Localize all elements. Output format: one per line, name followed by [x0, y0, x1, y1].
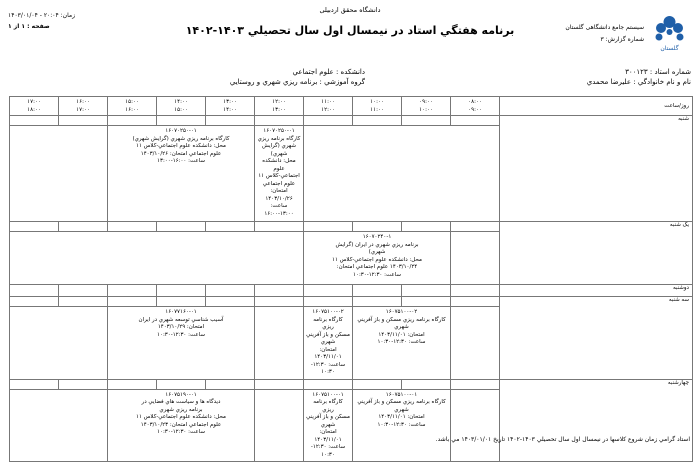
- time-slot-header: ۰۹:۰۰ ۱۰:۰۰: [402, 97, 451, 116]
- time-slot-header: ۱۱:۰۰ ۱۲:۰۰: [304, 97, 353, 116]
- report-number: شماره گزارش: ۳: [600, 36, 644, 43]
- professor-name-block: [587, 77, 691, 87]
- system-name: سیستم جامع دانشگاهی گلستان: [565, 24, 644, 31]
- time-slot-header: ۰۸:۰۰ ۰۹:۰۰: [451, 97, 500, 116]
- schedule-table: [9, 96, 693, 462]
- professor-name-label: نام و نام خانوادگي :: [633, 78, 691, 86]
- faculty-block: [292, 67, 365, 77]
- system-info: [565, 22, 644, 46]
- time-slot-header: ۱۵:۰۰ ۱۶:۰۰: [108, 97, 157, 116]
- faculty-label: دانشكده :: [335, 68, 365, 76]
- day-label: شنبه: [500, 116, 693, 222]
- class-block: ۱۶۰۷۰۲۵۰-۰۱ کارگاه برنامه ريزي شهري (گرايش شهري) محل: دانشکده علوم اجتماعي-كلاس ۱۱ علوم اجتماعي امتحان: ۱۴۰۳/۱۰/۲۶ ساعت: ۱۶:۰۰-۱۳:۰۰: [108, 126, 255, 222]
- class-block: ۱۶۰۷۰۲۵۰-۰۱ کارگاه برنامه ريزي شهري (گرايش شهري) محل: دانشکده علوم اجتماعي-كلاس ۱۱ علوم اجتماعي امتحان: ۱۴۰۳/۱۰/۲۶ ساعت: ۱۶:۰۰-۱۳:۰۰: [255, 126, 304, 222]
- class-block: ۱۶۰۷۵۱۰۰-۰۱ کارگاه برنامه ريزي مسكن و باز آفريني شهري امتحان: ۱۴۰۳/۱۱/۰۱ ساعت: ۱۲:۳۰- ۱۰:۳۰: [304, 389, 353, 462]
- time-slot-header: ۱۷:۰۰ ۱۸:۰۰: [10, 97, 59, 116]
- day-label: يک شنبه: [500, 222, 693, 285]
- professor-id-value: ۳۰۰۱۲۳: [625, 68, 648, 76]
- time-slot-header: ۱۶:۰۰ ۱۷:۰۰: [59, 97, 108, 116]
- day-label: سه شنبه: [500, 297, 693, 380]
- university-name: دانشگاه محقق اردبیلی: [319, 6, 381, 14]
- professor-id-block: [625, 67, 691, 77]
- university-logo: [647, 8, 692, 53]
- class-block: ۱۶۰۷۷۱۶۰-۰۱ آسيب شناسي توسعه شهري در ايران امتحان: ۱۴۰۳/۱۰/۲۹ ساعت: ۱۲:۳۰-۱۰:۳۰: [108, 307, 255, 380]
- day-row-monday: [10, 285, 693, 297]
- class-block: ۱۶۰۷۵۱۰۰-۰۲ کارگاه برنامه ريزي مسكن و باز آفريني شهري امتحان: ۱۴۰۳/۱۱/۰۱ ساعت: ۱۲:۳۰-۱۰:۳۰: [353, 307, 451, 380]
- group-label: گروه آموزشي :: [319, 78, 365, 86]
- logo-icon: [647, 8, 692, 53]
- time-header-row: [10, 97, 693, 116]
- day-row-wednesday: [10, 379, 693, 389]
- print-info: [8, 10, 158, 32]
- time-slot-header: ۱۳:۰۰ ۱۴:۰۰: [206, 97, 255, 116]
- professor-id-label: شماره استاد :: [649, 68, 691, 76]
- time-slot-header: ۱۲:۰۰ ۱۳:۰۰: [255, 97, 304, 116]
- day-row-sunday: [10, 222, 693, 232]
- footer-note: استاد گرامي زمان شروع کلاسها در نيمسال اول سال تحصيلي ۱۴۰۳-۱۴۰۲ تاريخ ۱۴۰۳/۰۱/۰۱ مي باشد.: [435, 436, 690, 443]
- day-row-saturday: [10, 116, 693, 126]
- faculty-value: علوم اجتماعي: [292, 68, 334, 76]
- professor-name-value: عليرضا محمدي: [586, 78, 632, 86]
- day-label: چهارشنبه: [500, 379, 693, 462]
- class-block: ۱۶۰۷۵۱۰۰-۰۲ کارگاه برنامه ريزي مسكن و باز آفريني شهري امتحان: ۱۴۰۳/۱۱/۰۱ ساعت: ۱۲:۳۰- ۱۰:۳۰: [304, 307, 353, 380]
- class-block: ۱۶۰۷۰۲۴۰-۱ برنامه ريزي شهري در ايران (گرايش شهري) محل: دانشکده علوم اجتماعي-كلاس ۱۱ ۱۴۰۳/۱۰/۲۴ علوم اجتماعي امتحان: ساعت: ۱۲:۳۰-۱۰:۳۰: [304, 232, 451, 285]
- page-number: صفحه : ۱ از ۱: [8, 23, 50, 30]
- class-block: ۱۶۰۷۵۱۰۰-۰۱ کارگاه برنامه ريزي مسكن و باز آفريني شهري امتحان: ۱۴۰۳/۱۱/۰۱ ساعت: ۱۲:۳۰-۱۰:۳۰: [353, 389, 451, 462]
- group-value: برنامه ريزي شهري و روستايي: [229, 78, 318, 86]
- class-block: ۱۶۰۷۵۱۹۰-۰۱ ديدگاه ها و سياست هاي فضايي در برنامه ريزي شهري محل: دانشکده علوم اجتماعي-كلاس ۱۱ علوم اجتماعي امتحان: ۱۴۰۳/۱۰/۲۳ ساعت: ۱۲:۳۰-۱۰:۳۰: [108, 389, 255, 462]
- group-block: [230, 77, 365, 87]
- time-slot-header: ۱۰:۰۰ ۱۱:۰۰: [353, 97, 402, 116]
- corner-header: روز/ساعت: [500, 97, 693, 116]
- print-datetime: زمان: ۲۰:۰۴ - ۱۴۰۳/۰۱/۰۴: [8, 12, 76, 19]
- page-title: برنامه هفتگي استاد در نيمسال اول سال تحصيلي ۱۴۰۳-۱۴۰۲: [185, 24, 515, 37]
- day-row-tuesday: [10, 297, 693, 307]
- time-slot-header: ۱۴:۰۰ ۱۵:۰۰: [157, 97, 206, 116]
- day-label: دوشنبه: [500, 285, 693, 297]
- svg-text:گلستان: گلستان: [660, 45, 679, 52]
